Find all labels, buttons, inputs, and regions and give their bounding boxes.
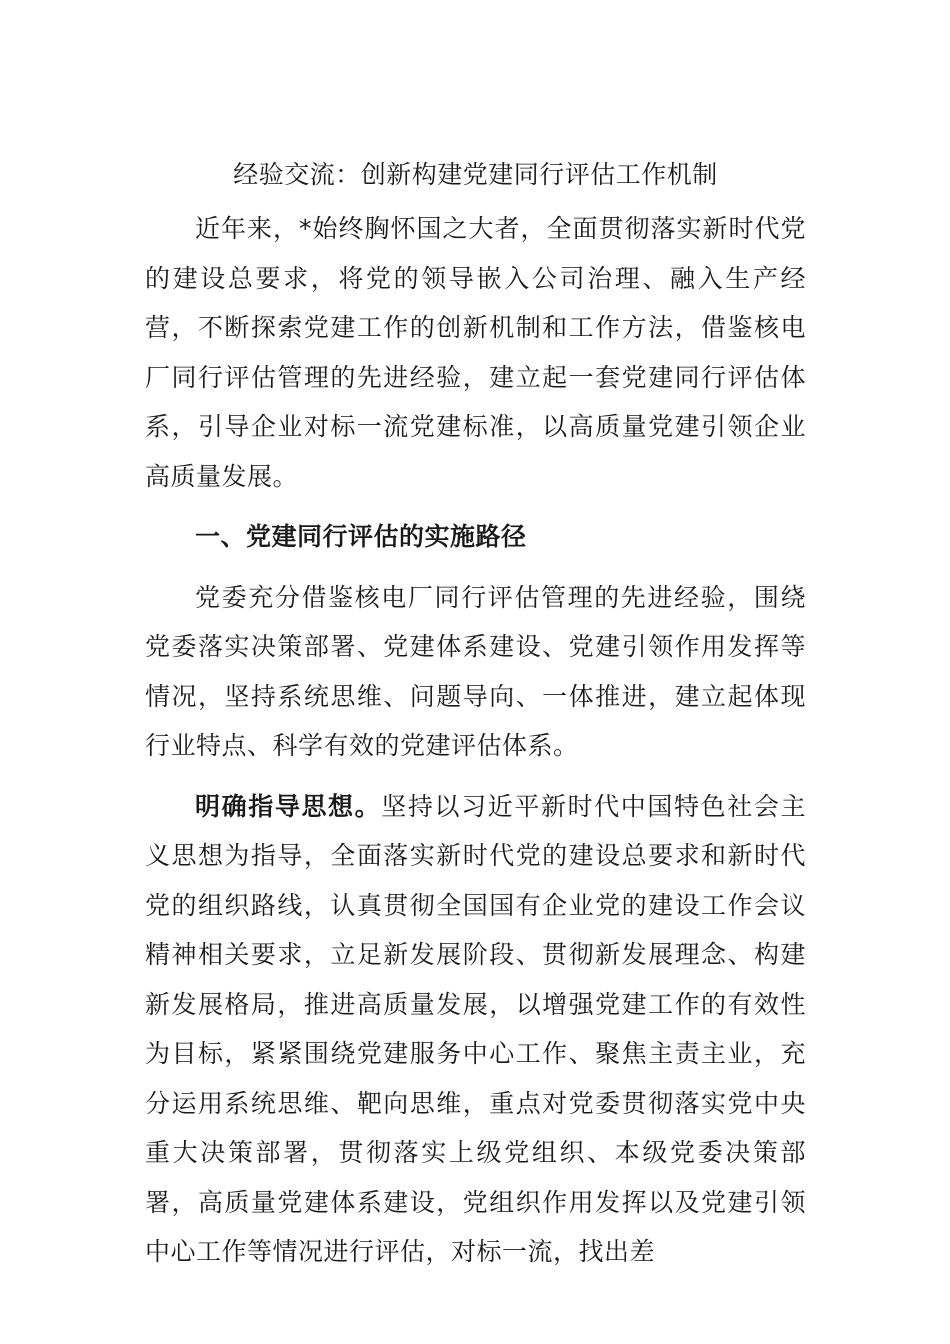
document-title: 经验交流：创新构建党建同行评估工作机制 (233, 160, 718, 189)
guiding-text: 坚持以习近平新时代中国特色社会主义思想为指导，全面落实新时代党的建设总要求和新时代党的组织路线，认真贯彻全国国有企业党的建设工作会议精神相关要求，立足新发展阶段、贯彻新发展理念、构建新发展格局，推进高质量发展，以增强党建工作的有效性为目标，紧紧围绕党建服务中心工作、聚焦主责主业，充分运用系统思维、靶向思维，重点对党委贯彻落实党中央重大决策部署，贯彻落实上级党组织、本级党委决策部署，高质量党建体系建设，党组织作用发挥以及党建引领中心工作等情况进行评估，对标一流，找出差 (145, 791, 806, 1266)
document-page (145, 150, 806, 1288)
section-heading: 一、党建同行评估的实施路径 (195, 522, 527, 551)
section-paragraph: 党委充分借鉴核电厂同行评估管理的先进经验，围绕党委落实决策部署、党建体系建设、党建引领作用发挥等情况，坚持系统思维、问题导向、一体推进，建立起体现行业特点、科学有效的党建评估体系。 (145, 582, 806, 760)
guiding-paragraph (145, 782, 806, 1277)
intro-paragraph: 近年来，*始终胸怀国之大者，全面贯彻落实新时代党的建设总要求，将党的领导嵌入公司治理、融入生产经营，不断探索党建工作的创新机制和工作方法，借鉴核电厂同行评估管理的先进经验，建立起一套党建同行评估体系，引导企业对标一流党建标准，以高质量党建引领企业高质量发展。 (145, 214, 806, 491)
guiding-lead: 明确指导思想。 (195, 791, 382, 821)
